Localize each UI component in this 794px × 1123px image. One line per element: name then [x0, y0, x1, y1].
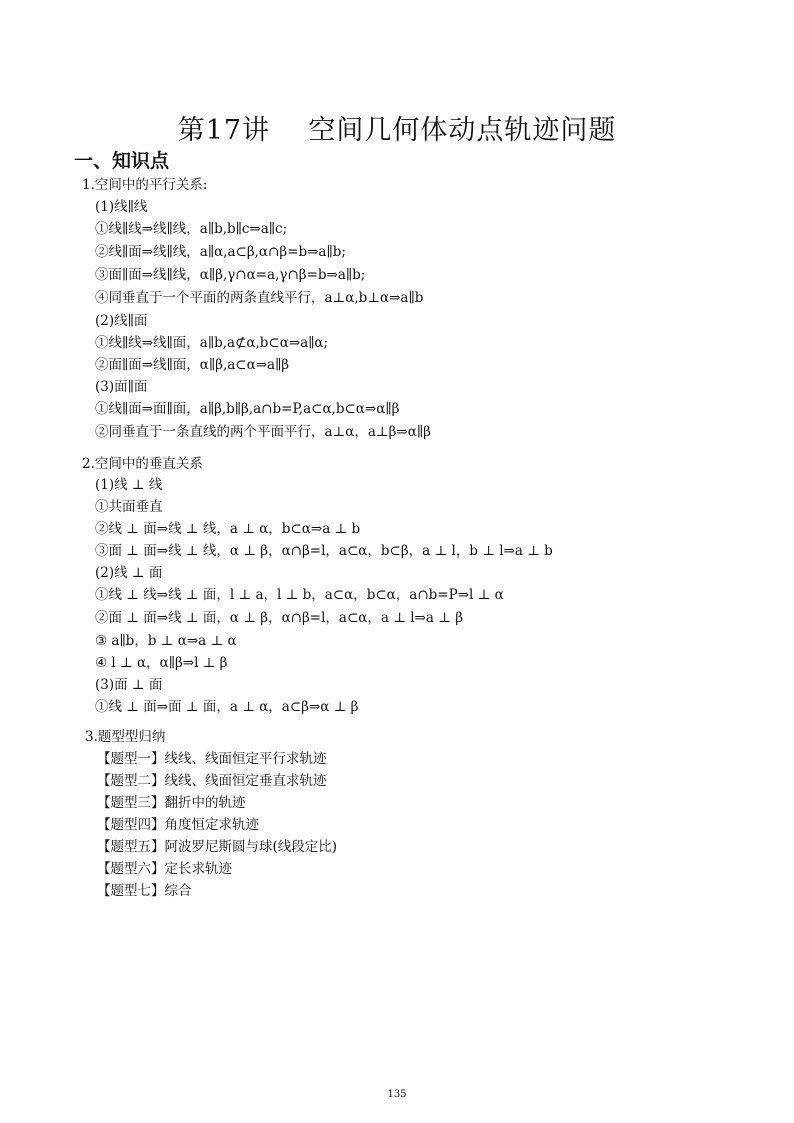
parallel-subheading: (1)线∥线: [95, 199, 148, 215]
type-item: 【题型二】线线、线面恒定垂直求轨迹: [97, 773, 327, 789]
perpendicular-heading: 2.空间中的垂直关系: [82, 456, 203, 472]
parallel-rule: ②面∥面⇒线∥面，α∥β,a⊂α⇒a∥β: [95, 357, 290, 373]
perpendicular-subheading: (1)线 ⊥ 线: [95, 477, 163, 493]
parallel-rule: ①线∥线⇒线∥面，a∥b,a⊄α,b⊂α⇒a∥α;: [95, 335, 329, 351]
perpendicular-rule: ③面 ⊥ 面⇒线 ⊥ 线，α ⊥ β，α∩β=l，a⊂α，b⊂β，a ⊥ l，b ⊥ l⇒a ⊥ b: [95, 543, 553, 559]
parallel-rule: ②同垂直于一条直线的两个平面平行，a⊥α，a⊥β⇒α∥β: [95, 424, 431, 440]
parallel-rule: ①线∥线⇒线∥线，a∥b,b∥c⇒a∥c;: [95, 221, 288, 237]
type-item: 【题型七】综合: [97, 883, 192, 899]
perpendicular-rule: ①共面垂直: [95, 499, 163, 515]
perpendicular-rule: ②线 ⊥ 面⇒线 ⊥ 线，a ⊥ α，b⊂α⇒a ⊥ b: [95, 521, 361, 537]
types-heading: 3.题型型归纳: [85, 729, 166, 745]
parallel-heading: 1.空间中的平行关系:: [82, 177, 208, 193]
parallel-subheading: (2)线∥面: [95, 313, 148, 329]
page-title: 第17讲 空间几何体动点轨迹问题: [177, 115, 617, 146]
perpendicular-rule: ①线 ⊥ 面⇒面 ⊥ 面，a ⊥ α，a⊂β⇒α ⊥ β: [95, 699, 359, 715]
page-number: 135: [387, 1089, 407, 1100]
parallel-subheading: (3)面∥面: [95, 379, 148, 395]
type-item: 【题型三】翻折中的轨迹: [97, 795, 246, 811]
parallel-rule: ④同垂直于一个平面的两条直线平行，a⊥α,b⊥α⇒a∥b: [95, 290, 424, 306]
type-item: 【题型六】定长求轨迹: [97, 861, 232, 877]
type-item: 【题型一】线线、线面恒定平行求轨迹: [97, 751, 327, 767]
perpendicular-rule: ①线 ⊥ 线⇒线 ⊥ 面，l ⊥ a，l ⊥ b，a⊂α，b⊂α，a∩b=P⇒l ⊥ α: [95, 587, 504, 603]
parallel-rule: ②线∥面⇒线∥线，a∥α,a⊂β,α∩β=b⇒a∥b;: [95, 244, 346, 260]
perpendicular-subheading: (3)面 ⊥ 面: [95, 677, 163, 693]
perpendicular-subheading: (2)线 ⊥ 面: [95, 565, 163, 581]
type-item: 【题型四】角度恒定求轨迹: [97, 817, 259, 833]
perpendicular-rule: ③ a∥b，b ⊥ α⇒a ⊥ α: [95, 633, 237, 649]
parallel-rule: ①线∥面⇒面∥面，a∥β,b∥β,a∩b=P,a⊂α,b⊂α⇒α∥β: [95, 401, 400, 417]
perpendicular-rule: ④ l ⊥ α，α∥β⇒l ⊥ β: [95, 655, 228, 671]
parallel-rule: ③面∥面⇒线∥线，α∥β,γ∩α=a,γ∩β=b⇒a∥b;: [95, 267, 366, 283]
section-heading: 一、知识点: [74, 150, 170, 172]
type-item: 【题型五】阿波罗尼斯圆与球(线段定比): [97, 839, 338, 855]
perpendicular-rule: ②面 ⊥ 面⇒线 ⊥ 面，α ⊥ β，α∩β=l，a⊂α，a ⊥ l⇒a ⊥ β: [95, 610, 463, 626]
